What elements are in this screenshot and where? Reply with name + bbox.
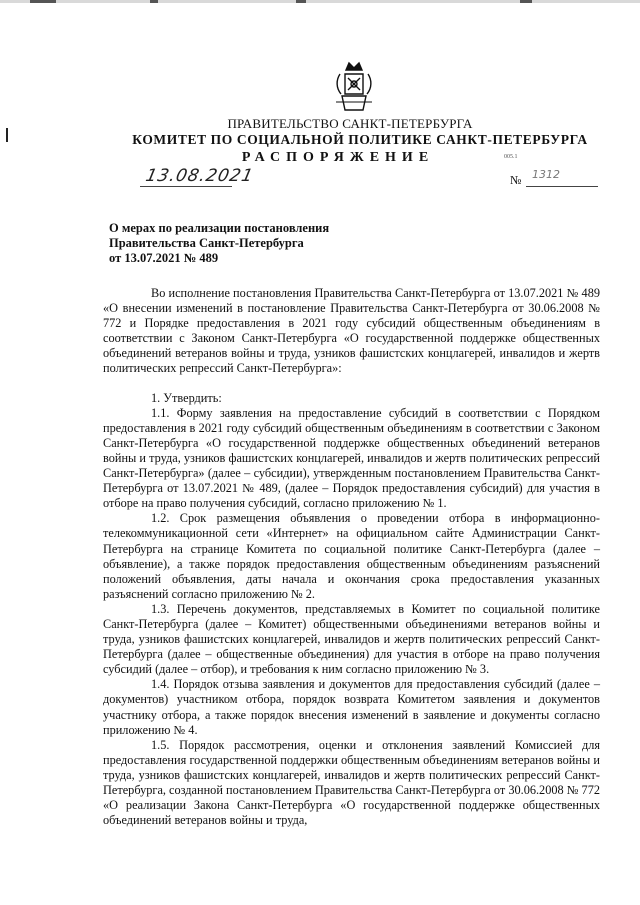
scan-artifact — [150, 0, 158, 3]
margin-mark — [6, 128, 8, 142]
scan-artifact — [520, 0, 532, 3]
document-body — [103, 286, 600, 828]
coat-of-arms-emblem — [332, 60, 376, 114]
document-type-title: РАСПОРЯЖЕНИЕ — [241, 150, 435, 165]
number-label: № — [510, 173, 522, 187]
date-underline — [140, 186, 232, 187]
scan-artifact — [296, 0, 306, 3]
subject-line: О мерах по реализации постановления — [109, 221, 330, 235]
government-name: ПРАВИТЕЛЬСТВО САНКТ-ПЕТЕРБУРГА — [227, 116, 473, 131]
scan-artifact — [30, 0, 56, 3]
clause-1-2: 1.2. Срок размещения объявления о проведении отбора в информационно-телекоммуникационной сети «Интернет» на официальном сайте Администрации Санкт-Петербурга на странице Комитета по социальной политике Санкт-Петербурга (далее – объявление), а также порядок предоставления общественным объединениям разъяснений положений объявления, даты начала и окончания срока предоставления указанных разъяснений согласно приложению № 2. — [103, 511, 600, 601]
subject-line: от 13.07.2021 № 489 — [109, 251, 219, 265]
registration-stamp: 005.1 — [504, 154, 518, 160]
clause-1-3: 1.3. Перечень документов, представляемых в Комитет по социальной политике Санкт-Петербурга (далее – Комитет) общественными объединениями ветеранов войны и труда, узников фашистских концлагерей, инвалидов и жертв политических репрессий Санкт-Петербурга (далее – общественные объединения) для участия в отборе на право получения субсидий (далее – отбор), и требования к ним согласно приложению № 3. — [103, 601, 600, 677]
clause-1-4: 1.4. Порядок отзыва заявления и документов для предоставления субсидий (далее – документов) участником отбора, порядок возврата Комитетом заявления и документов участнику отбора, а также порядок внесения изменений в заявление и документы согласно приложению № 4. — [103, 677, 600, 737]
document-subject — [109, 221, 329, 266]
scan-top-edge — [0, 0, 640, 3]
handwritten-date: 13.08.2021 — [143, 166, 256, 186]
preamble-paragraph: Во исполнение постановления Правительства Санкт-Петербурга от 13.07.2021 № 489 «О внесении изменений в постановление Правительства Санкт-Петербурга от 30.06.2008 № 772 и Порядке предоставления в 2021 году субсидий общественным объединениям в соответствии с Законом Санкт-Петербурга «О государственной поддержке общественных объединений ветеранов войны и труда, узников фашистских концлагерей, инвалидов и жертв политических репрессий Санкт-Петербурга»: — [103, 286, 600, 376]
clause-1-1: 1.1. Форму заявления на предоставление субсидий в соответствии с Порядком предоставления в 2021 году субсидий общественным объединениям в соответствии с Законом Санкт-Петербурга «О государственной поддержке общественных объединений ветеранов войны и труда, узников фашистских концлагерей, инвалидов и жертв политических репрессий Санкт-Петербурга» (далее – субсидии), утвержденным постановлением Правительства Санкт-Петербурга от 13.07.2021 № 489, (далее – Порядок предоставления субсидий) для участия в отборе на право получения субсидий, согласно приложению № 1. — [103, 405, 600, 511]
approve-clause: 1. Утвердить: — [151, 390, 222, 405]
number-underline — [526, 186, 598, 187]
subject-line: Правительства Санкт-Петербурга — [109, 236, 304, 250]
handwritten-number: 1312 — [532, 168, 560, 181]
clause-1-5: 1.5. Порядок рассмотрения, оценки и отклонения заявлений Комиссией для предоставления государственной поддержки общественным объединениям ветеранов войны и труда, узников фашистских концлагерей, инвалидов и жертв политических репрессий Санкт-Петербурга, созданной постановлением Правительства Санкт-Петербурга от 30.06.2008 № 772 «О реализации Закона Санкт-Петербурга «О государственной поддержке общественных объединений ветеранов войны и труда, — [103, 737, 600, 828]
committee-name: КОМИТЕТ ПО СОЦИАЛЬНОЙ ПОЛИТИКЕ САНКТ-ПЕТЕРБУРГА — [132, 132, 588, 147]
